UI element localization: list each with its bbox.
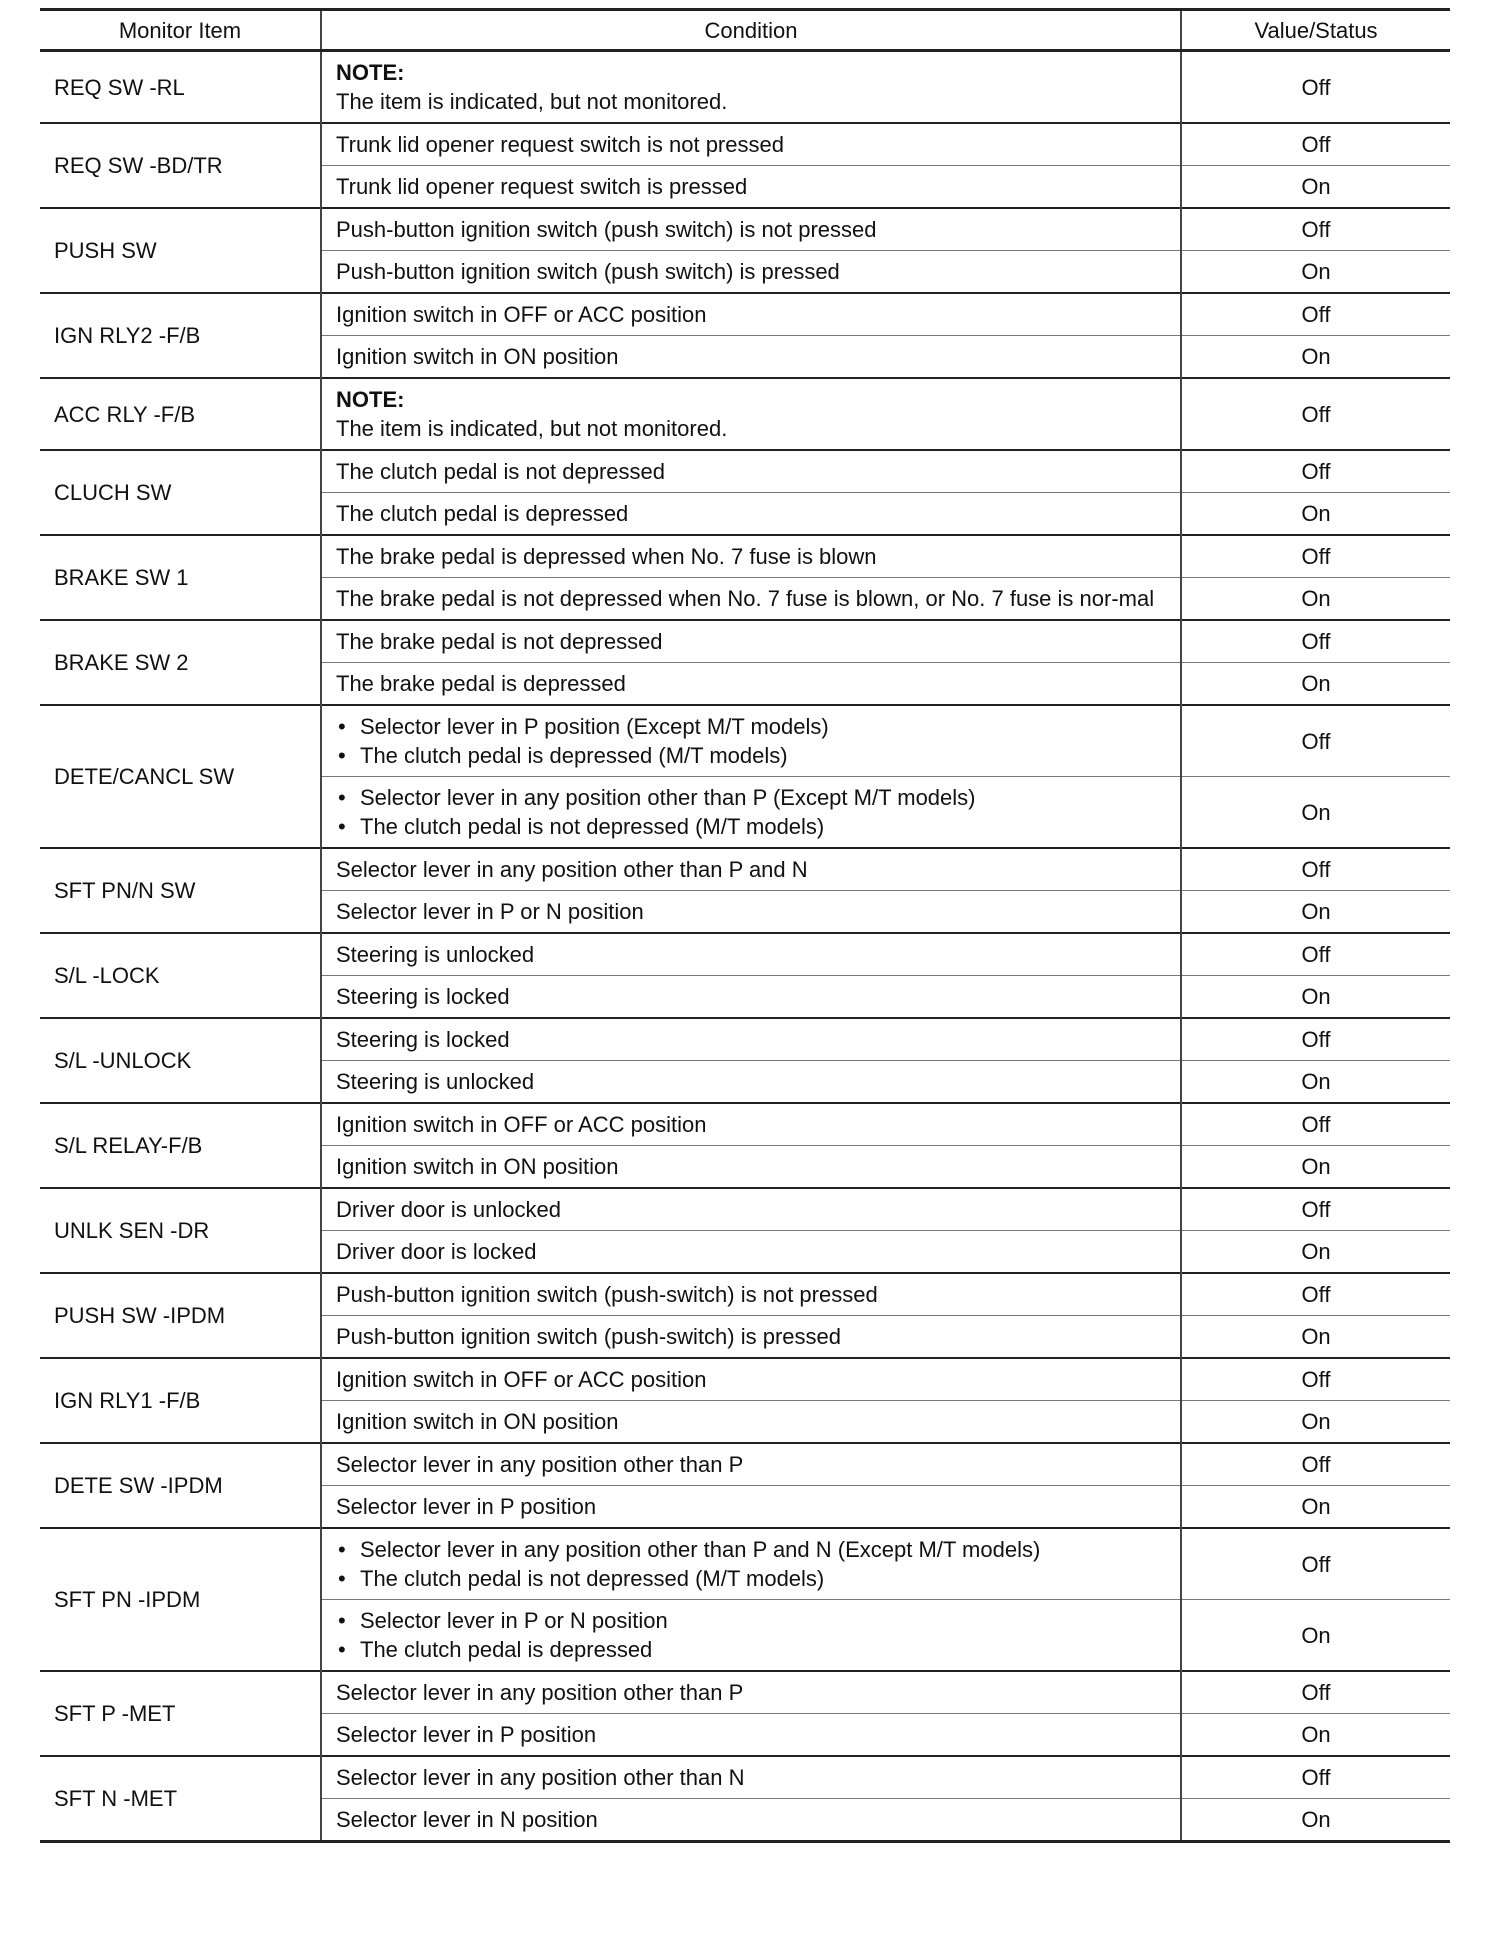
- condition-cell: [321, 1600, 1181, 1672]
- value-status-cell: On: [1181, 1600, 1450, 1672]
- note-title: NOTE:: [336, 60, 405, 85]
- table-row: [40, 1756, 1450, 1799]
- table-row: [40, 1273, 1450, 1316]
- condition-bullet-list: [336, 712, 1166, 770]
- condition-cell: Push-button ignition switch (push-switch) is not pressed: [321, 1273, 1181, 1316]
- value-status-cell: On: [1181, 1146, 1450, 1189]
- table-row: [40, 208, 1450, 251]
- value-status-cell: Off: [1181, 51, 1450, 124]
- value-status-cell: Off: [1181, 705, 1450, 777]
- value-status-cell: Off: [1181, 1671, 1450, 1714]
- condition-cell: Selector lever in any position other than P and N: [321, 848, 1181, 891]
- monitor-item-cell: ACC RLY -F/B: [40, 378, 321, 450]
- condition-bullet-item: • The clutch pedal is depressed (M/T models): [336, 741, 1166, 770]
- condition-cell: The brake pedal is depressed when No. 7 fuse is blown: [321, 535, 1181, 578]
- monitor-item-cell: SFT PN/N SW: [40, 848, 321, 933]
- value-status-cell: Off: [1181, 123, 1450, 166]
- value-status-cell: On: [1181, 1061, 1450, 1104]
- condition-cell: Selector lever in P position: [321, 1486, 1181, 1529]
- condition-cell: Push-button ignition switch (push-switch) is pressed: [321, 1316, 1181, 1359]
- condition-cell: Selector lever in P position: [321, 1714, 1181, 1757]
- value-status-cell: Off: [1181, 450, 1450, 493]
- condition-bullet-item: • Selector lever in P position (Except M/T models): [336, 712, 1166, 741]
- header-condition: Condition: [321, 10, 1181, 51]
- table-row: [40, 1443, 1450, 1486]
- header-monitor-item: Monitor Item: [40, 10, 321, 51]
- condition-cell: [321, 705, 1181, 777]
- monitor-item-cell: IGN RLY2 -F/B: [40, 293, 321, 378]
- condition-cell: [321, 777, 1181, 849]
- value-status-cell: Off: [1181, 293, 1450, 336]
- value-status-cell: On: [1181, 493, 1450, 536]
- monitor-item-cell: BRAKE SW 2: [40, 620, 321, 705]
- value-status-cell: Off: [1181, 933, 1450, 976]
- condition-cell: Selector lever in any position other than P: [321, 1671, 1181, 1714]
- condition-bullet-item: • The clutch pedal is depressed: [336, 1635, 1166, 1664]
- value-status-cell: Off: [1181, 620, 1450, 663]
- table-row: [40, 1358, 1450, 1401]
- condition-cell: Steering is unlocked: [321, 1061, 1181, 1104]
- condition-cell: Push-button ignition switch (push switch) is not pressed: [321, 208, 1181, 251]
- condition-cell: Selector lever in N position: [321, 1799, 1181, 1842]
- value-status-cell: On: [1181, 1486, 1450, 1529]
- monitor-item-cell: SFT N -MET: [40, 1756, 321, 1842]
- table-row: [40, 1188, 1450, 1231]
- condition-cell: Push-button ignition switch (push switch) is pressed: [321, 251, 1181, 294]
- header-value-status: Value/Status: [1181, 10, 1450, 51]
- condition-cell: Ignition switch in ON position: [321, 1146, 1181, 1189]
- condition-cell: Selector lever in P or N position: [321, 891, 1181, 934]
- table-row: [40, 123, 1450, 166]
- monitor-item-cell: BRAKE SW 1: [40, 535, 321, 620]
- condition-bullet-list: [336, 783, 1166, 841]
- condition-cell: The brake pedal is not depressed: [321, 620, 1181, 663]
- table-row: [40, 450, 1450, 493]
- monitor-item-cell: DETE SW -IPDM: [40, 1443, 321, 1528]
- value-status-cell: Off: [1181, 1756, 1450, 1799]
- condition-cell: Ignition switch in OFF or ACC position: [321, 1103, 1181, 1146]
- table-row: [40, 1018, 1450, 1061]
- value-status-cell: Off: [1181, 1188, 1450, 1231]
- table-row: [40, 848, 1450, 891]
- condition-cell: Ignition switch in OFF or ACC position: [321, 1358, 1181, 1401]
- condition-cell: Steering is locked: [321, 976, 1181, 1019]
- condition-cell: [321, 1528, 1181, 1600]
- condition-bullet-item: • Selector lever in any position other than P (Except M/T models): [336, 783, 1166, 812]
- value-status-cell: Off: [1181, 208, 1450, 251]
- monitor-item-cell: DETE/CANCL SW: [40, 705, 321, 848]
- table-row: [40, 705, 1450, 777]
- condition-cell: Trunk lid opener request switch is not pressed: [321, 123, 1181, 166]
- table-row: [40, 51, 1450, 124]
- condition-cell: Selector lever in any position other than N: [321, 1756, 1181, 1799]
- table-row: [40, 620, 1450, 663]
- table-row: [40, 933, 1450, 976]
- note-text: The item is indicated, but not monitored.: [336, 89, 728, 114]
- value-status-cell: On: [1181, 976, 1450, 1019]
- value-status-cell: Off: [1181, 1528, 1450, 1600]
- value-status-cell: Off: [1181, 1103, 1450, 1146]
- value-status-cell: On: [1181, 166, 1450, 209]
- value-status-cell: Off: [1181, 848, 1450, 891]
- monitor-item-cell: SFT PN -IPDM: [40, 1528, 321, 1671]
- condition-cell: The clutch pedal is depressed: [321, 493, 1181, 536]
- value-status-cell: Off: [1181, 1273, 1450, 1316]
- table-row: [40, 293, 1450, 336]
- table-header: [40, 10, 1450, 51]
- monitor-item-cell: PUSH SW -IPDM: [40, 1273, 321, 1358]
- condition-cell: Ignition switch in ON position: [321, 1401, 1181, 1444]
- condition-cell: Selector lever in any position other than P: [321, 1443, 1181, 1486]
- condition-bullet-list: [336, 1535, 1166, 1593]
- table-row: [40, 1671, 1450, 1714]
- value-status-cell: On: [1181, 1231, 1450, 1274]
- monitor-item-table: [40, 8, 1450, 1843]
- condition-cell: Driver door is unlocked: [321, 1188, 1181, 1231]
- monitor-item-cell: REQ SW -RL: [54, 74, 185, 100]
- value-status-cell: On: [1181, 663, 1450, 706]
- value-status-cell: Off: [1181, 1443, 1450, 1486]
- value-status-cell: Off: [1181, 1358, 1450, 1401]
- monitor-item-cell: CLUCH SW: [40, 450, 321, 535]
- condition-cell: The brake pedal is depressed: [321, 663, 1181, 706]
- monitor-item-cell: SFT P -MET: [40, 1671, 321, 1756]
- table-row: [40, 1528, 1450, 1600]
- note-text: The item is indicated, but not monitored.: [336, 416, 728, 441]
- value-status-cell: On: [1181, 1316, 1450, 1359]
- monitor-item-cell: S/L -UNLOCK: [40, 1018, 321, 1103]
- note-title: NOTE:: [336, 387, 405, 412]
- condition-cell: [321, 51, 1181, 124]
- value-status-cell: On: [1181, 1799, 1450, 1842]
- condition-bullet-item: • Selector lever in any position other than P and N (Except M/T models): [336, 1535, 1166, 1564]
- monitor-item-cell: UNLK SEN -DR: [40, 1188, 321, 1273]
- value-status-cell: On: [1181, 1714, 1450, 1757]
- value-status-cell: Off: [1181, 1018, 1450, 1061]
- value-status-cell: On: [1181, 1401, 1450, 1444]
- value-status-cell: Off: [1181, 535, 1450, 578]
- condition-cell: [321, 378, 1181, 450]
- table-body: [40, 51, 1450, 1842]
- value-status-cell: On: [1181, 578, 1450, 621]
- header-row: [40, 10, 1450, 51]
- table-row: [40, 1103, 1450, 1146]
- condition-bullet-item: • The clutch pedal is not depressed (M/T models): [336, 1564, 1166, 1593]
- monitor-item-cell: S/L RELAY-F/B: [40, 1103, 321, 1188]
- condition-cell: Steering is unlocked: [321, 933, 1181, 976]
- condition-cell: Trunk lid opener request switch is pressed: [321, 166, 1181, 209]
- condition-cell: The brake pedal is not depressed when No. 7 fuse is blown, or No. 7 fuse is nor-mal: [321, 578, 1181, 621]
- table-row: [40, 535, 1450, 578]
- condition-cell: Driver door is locked: [321, 1231, 1181, 1274]
- value-status-cell: On: [1181, 336, 1450, 379]
- value-status-cell: On: [1181, 777, 1450, 849]
- value-status-cell: Off: [1181, 378, 1450, 450]
- condition-cell: Ignition switch in ON position: [321, 336, 1181, 379]
- value-status-cell: On: [1181, 251, 1450, 294]
- monitor-item-cell: IGN RLY1 -F/B: [40, 1358, 321, 1443]
- condition-bullet-list: [336, 1606, 1166, 1664]
- condition-bullet-item: • The clutch pedal is not depressed (M/T models): [336, 812, 1166, 841]
- condition-cell: The clutch pedal is not depressed: [321, 450, 1181, 493]
- condition-cell: Steering is locked: [321, 1018, 1181, 1061]
- monitor-item-cell: REQ SW -BD/TR: [40, 123, 321, 208]
- table-row: [40, 378, 1450, 450]
- value-status-cell: On: [1181, 891, 1450, 934]
- monitor-item-cell: PUSH SW: [40, 208, 321, 293]
- monitor-item-cell: S/L -LOCK: [40, 933, 321, 1018]
- condition-cell: Ignition switch in OFF or ACC position: [321, 293, 1181, 336]
- condition-bullet-item: • Selector lever in P or N position: [336, 1606, 1166, 1635]
